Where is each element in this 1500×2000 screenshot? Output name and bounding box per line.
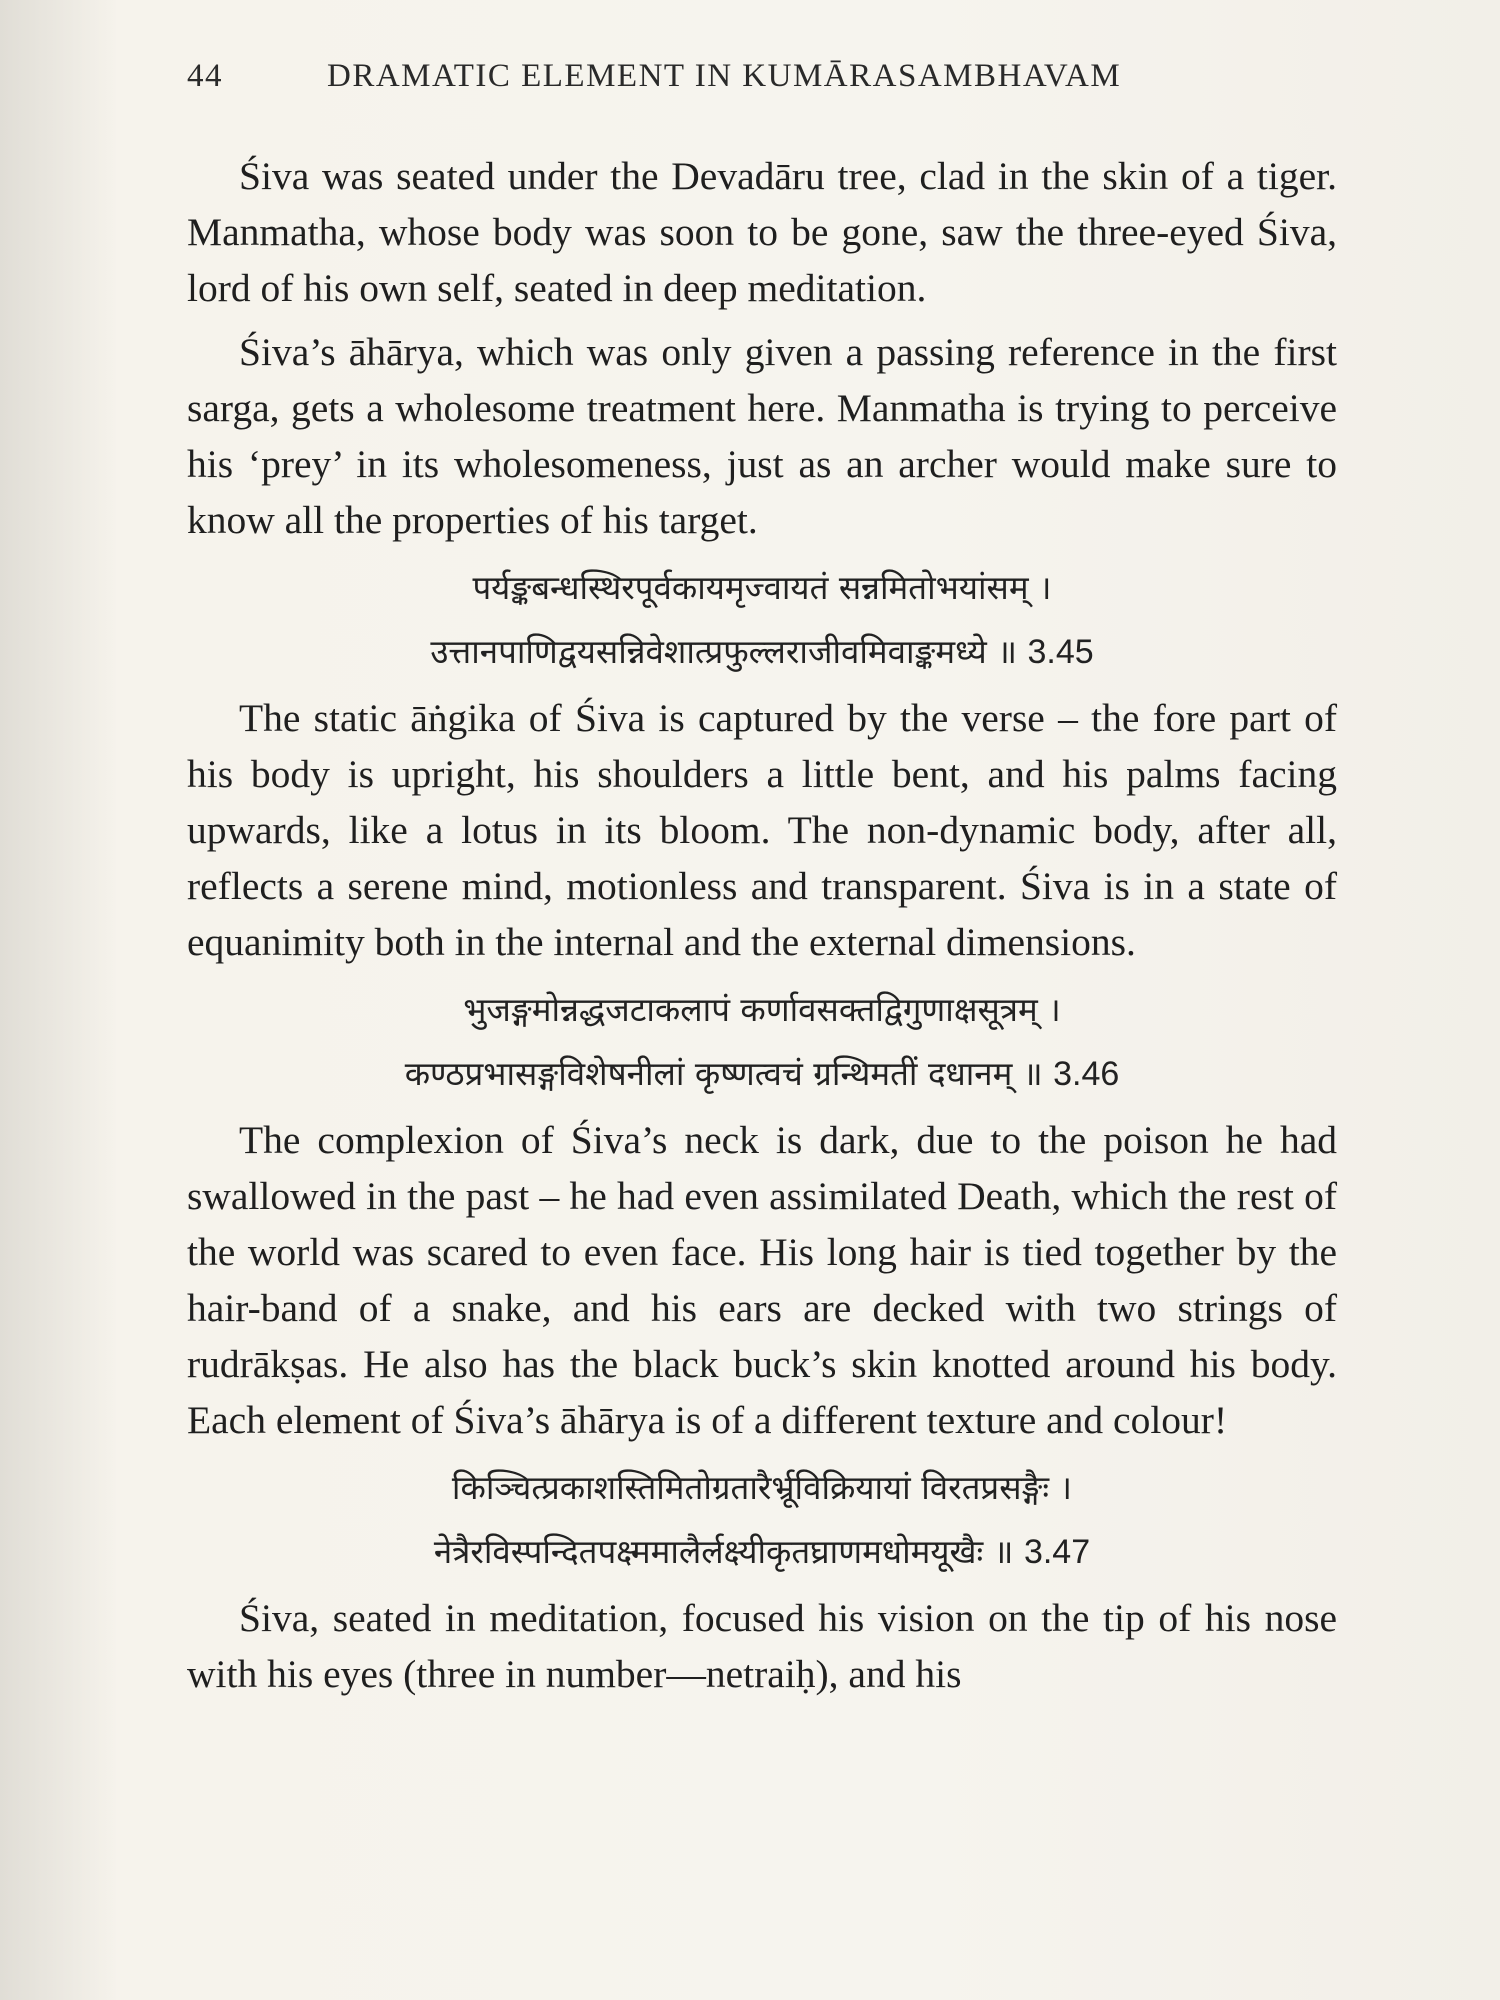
verse-line-with-ref [187,1520,1337,1584]
paragraph-1: Śiva was seated under the Devadāru tree, clad in the skin of a tiger. Manmatha, whose body was soon to be gone, saw the three-eyed Śiva, lord of his own self, seated in deep meditation. [187,154,1337,310]
paragraph-5: Śiva, seated in meditation, focused his vision on the tip of his nose with his eyes (three in number—netraiḥ), and his [187,1596,1337,1696]
verse-line: भुजङ्गमोन्नद्धजटाकलापं कर्णावसक्तद्विगुणाक्षसूत्रम् । [463,990,1061,1029]
verse-line-with-ref [187,620,1337,684]
gutter-shadow [0,0,120,2000]
verse-line: नेत्रैरविस्पन्दितपक्ष्ममालैर्लक्ष्यीकृतघ्राणमधोमयूखैः ॥ [433,1532,1014,1571]
running-header [187,58,1337,95]
paragraph-3: The static āṅgika of Śiva is captured by the verse – the fore part of his body is upright, his shoulders a little bent, and his palms facing upwards, like a lotus in its bloom. The non-dynamic body, after all, reflects a serene mind, motionless and transparent. Śiva is in a state of equanimity both in the internal and the external dimensions. [187,696,1337,964]
verse-reference: 3.45 [1027,633,1094,671]
running-title: DRAMATIC ELEMENT IN KUMĀRASAMBHAVAM [327,58,1122,94]
sanskrit-verse-3-45 [187,556,1337,684]
verse-line: किञ्चित्प्रकाशस्तिमितोग्रतारैर्भ्रूविक्रियायां विरतप्रसङ्गैः । [451,1468,1073,1507]
verse-line: उत्तानपाणिद्वयसन्निवेशात्प्रफुल्लराजीवमिवाङ्कमध्ये ॥ [430,632,1017,671]
paragraph-2: Śiva’s āhārya, which was only given a passing reference in the first sarga, gets a wholesome treatment here. Manmatha is trying to perceive his ‘prey’ in its wholesomeness, just as an archer would make sure to know all the properties of his target. [187,330,1337,542]
verse-line-with-ref [187,1042,1337,1106]
page-number: 44 [187,58,223,94]
sanskrit-verse-3-47 [187,1456,1337,1584]
verse-line: पर्यङ्कबन्धस्थिरपूर्वकायमृज्वायतं सन्नमितोभयांसम् । [472,568,1052,607]
verse-reference: 3.46 [1053,1055,1120,1093]
paragraph-4: The complexion of Śiva’s neck is dark, due to the poison he had swallowed in the past – he had even assimilated Death, which the rest of the world was scared to even face. His long hair is tied together by the hair-band of a snake, and his ears are decked with two strings of rudrākṣas. He also has the black buck’s skin knotted around his body. Each element of Śiva’s āhārya is of a different texture and colour! [187,1118,1337,1442]
verse-reference: 3.47 [1023,1533,1091,1571]
verse-line: कण्ठप्रभासङ्गविशेषनीलां कृष्णत्वचं ग्रन्थिमतीं दधानम् ॥ [404,1054,1043,1093]
sanskrit-verse-3-46 [187,978,1337,1106]
page-body [187,148,1337,1702]
